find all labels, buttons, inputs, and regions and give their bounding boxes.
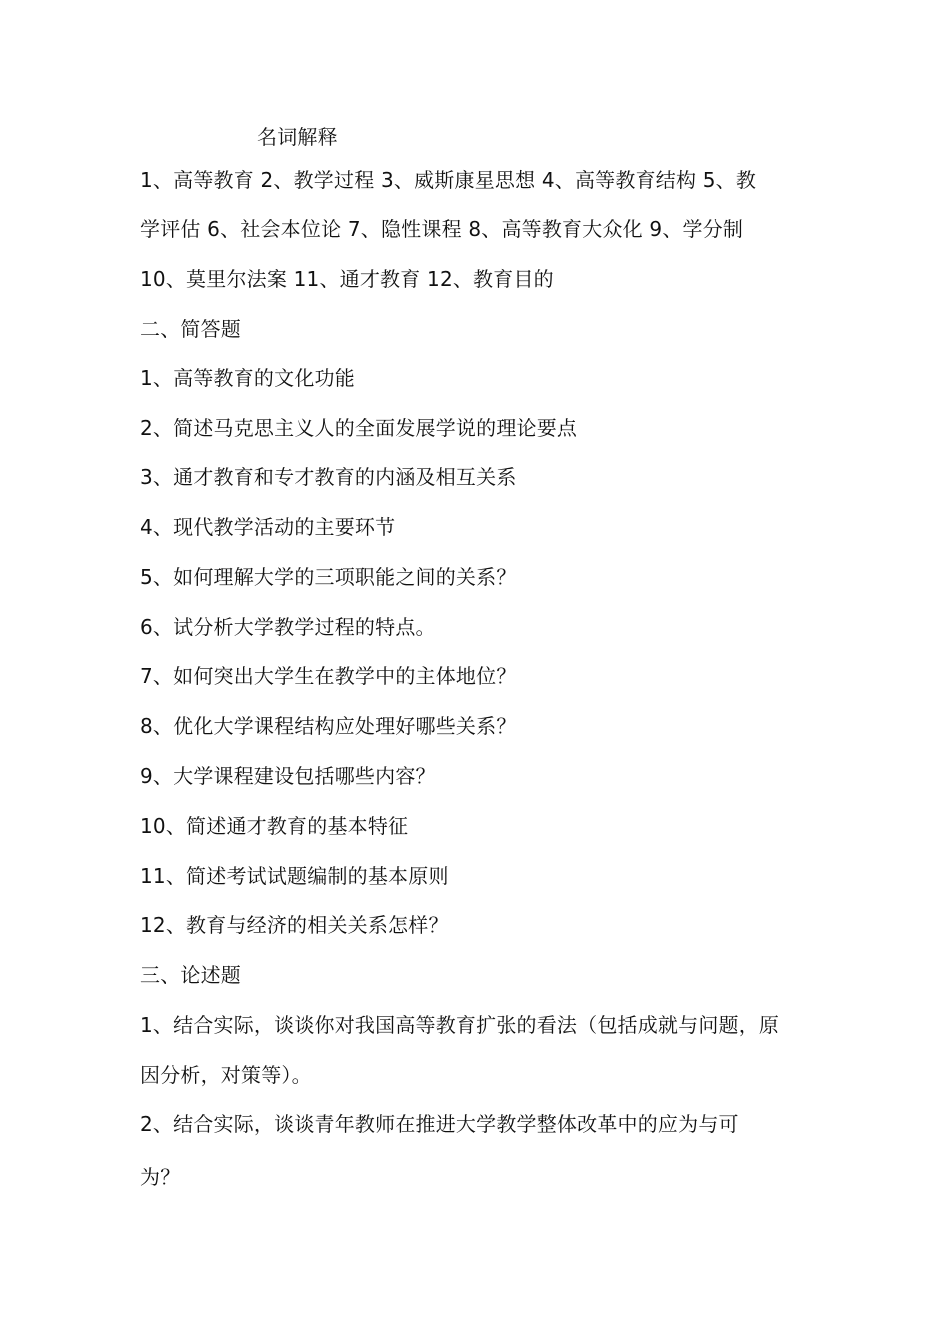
question-item: 3、通才教育和专才教育的内涵及相互关系 [140,465,517,489]
terms-line: 学评估 6、社会本位论 7、隐性课程 8、高等教育大众化 9、学分制 [140,217,744,241]
question-item: 10、简述通才教育的基本特征 [140,814,409,838]
essay-line: 2、结合实际，谈谈青年教师在推进大学教学整体改革中的应为与可 [140,1112,739,1136]
essay-line: 1、结合实际，谈谈你对我国高等教育扩张的看法（包括成就与问题，原 [140,1013,780,1037]
section-heading-essay: 三、论述题 [140,963,241,987]
question-item: 1、高等教育的文化功能 [140,366,355,390]
question-item: 12、教育与经济的相关关系怎样？ [140,913,449,937]
question-item: 2、简述马克思主义人的全面发展学说的理论要点 [140,416,578,440]
question-item: 7、如何突出大学生在教学中的主体地位？ [140,664,517,688]
question-item: 11、简述考试试题编制的基本原则 [140,864,449,888]
question-item: 6、试分析大学教学过程的特点。 [140,615,436,639]
question-item: 9、大学课程建设包括哪些内容？ [140,764,436,788]
essay-line: 因分析，对策等）。 [140,1063,312,1087]
terms-line: 10、莫里尔法案 11、通才教育 12、教育目的 [140,267,554,291]
question-item: 8、优化大学课程结构应处理好哪些关系？ [140,714,517,738]
terms-line: 1、高等教育 2、教学过程 3、威斯康星思想 4、高等教育结构 5、教 [140,168,757,192]
essay-line: 为？ [140,1165,181,1189]
section-heading-short-answer: 二、简答题 [140,317,241,341]
question-item: 5、如何理解大学的三项职能之间的关系？ [140,565,517,589]
document-title: 名词解释 [257,125,338,149]
question-item: 4、现代教学活动的主要环节 [140,515,396,539]
